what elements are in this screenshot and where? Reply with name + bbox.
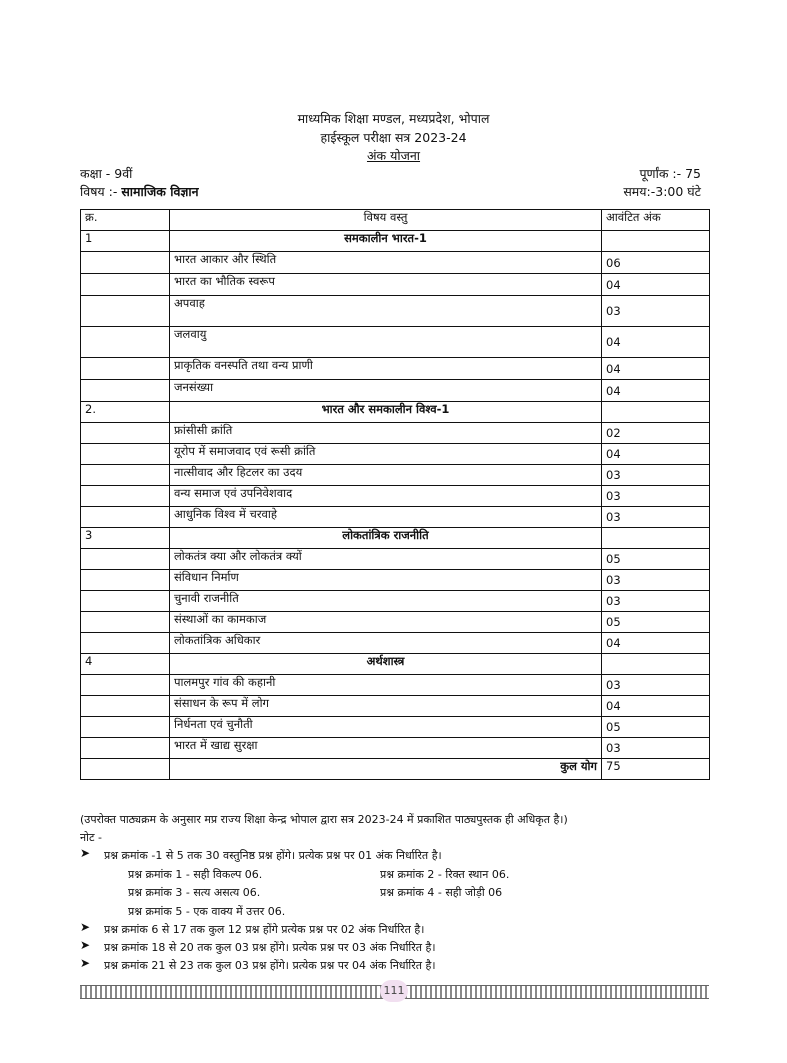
table-row — [81, 696, 710, 717]
arrowhead-bullet-icon: ➤ — [80, 956, 91, 970]
arrowhead-bullet-icon: ➤ — [80, 938, 91, 952]
unit-title-row — [81, 231, 710, 252]
sno-cell — [81, 675, 170, 696]
topic-cell: जनसंख्या — [170, 380, 602, 402]
marks-cell: 05 — [602, 612, 710, 633]
marks-cell: 04 — [602, 358, 710, 380]
table-row — [81, 486, 710, 507]
source-note: (उपरोक्त पाठ्यक्रम के अनुसार मप्र राज्य शिक्षा केन्द्र भोपाल द्वारा सत्र 2023-24 में प्रकाशित पाठ्यपुस्तक ही अधिकृत है।) — [80, 813, 568, 826]
table-row — [81, 465, 710, 486]
exam-session: हाईस्कूल परीक्षा सत्र 2023-24 — [320, 130, 467, 145]
sno-cell — [81, 591, 170, 612]
topic-cell: भारत का भौतिक स्वरूप — [170, 274, 602, 296]
subject-name: सामाजिक विज्ञान — [121, 184, 199, 199]
exam-time: समय:-3:00 घंटे — [623, 184, 701, 199]
topic-cell: नात्सीवाद और हिटलर का उदय — [170, 465, 602, 486]
table-row — [81, 738, 710, 759]
sno-cell — [81, 549, 170, 570]
sno-cell — [81, 274, 170, 296]
topic-cell: लोकतांत्रिक अधिकार — [170, 633, 602, 654]
sno-cell — [81, 252, 170, 274]
note-label: नोट - — [80, 831, 102, 844]
topic-cell: लोकतंत्र क्या और लोकतंत्र क्यों — [170, 549, 602, 570]
topic-cell: संस्थाओं का कामकाज — [170, 612, 602, 633]
doc-title-text: अंक योजना — [366, 148, 421, 163]
col-header-content: विषय वस्तु — [170, 210, 602, 231]
marks-cell: 02 — [602, 423, 710, 444]
col-header-marks: आवंटित अंक — [602, 210, 710, 231]
topic-cell: चुनावी राजनीति — [170, 591, 602, 612]
sno-cell — [81, 738, 170, 759]
table-row — [81, 633, 710, 654]
marks-cell: 03 — [602, 296, 710, 327]
table-row — [81, 549, 710, 570]
note-q5: प्रश्न क्रमांक 5 - एक वाक्य में उत्तर 06. — [128, 905, 286, 918]
topic-cell: भारत आकार और स्थिति — [170, 252, 602, 274]
unit-title: समकालीन भारत-1 — [170, 231, 602, 252]
topic-cell: संसाधन के रूप में लोग — [170, 696, 602, 717]
topic-cell: भारत में खाद्य सुरक्षा — [170, 738, 602, 759]
sno-cell — [81, 358, 170, 380]
unit-title: भारत और समकालीन विश्व-1 — [170, 402, 602, 423]
marks-cell: 04 — [602, 696, 710, 717]
total-label: कुल योग — [170, 759, 602, 780]
topic-cell: आधुनिक विश्व में चरवाहे — [170, 507, 602, 528]
table-row — [81, 507, 710, 528]
sno-cell — [81, 612, 170, 633]
marks-cell: 03 — [602, 465, 710, 486]
note-q1-5: प्रश्न क्रमांक -1 से 5 तक 30 वस्तुनिष्ठ प्रश्न होंगे। प्रत्येक प्रश्न पर 01 अंक निर्धारित है। — [104, 849, 442, 862]
marks-cell: 05 — [602, 549, 710, 570]
table-row — [81, 296, 710, 327]
table-row — [81, 274, 710, 296]
sno-cell — [81, 444, 170, 465]
arrowhead-bullet-icon: ➤ — [80, 846, 91, 860]
table-row — [81, 444, 710, 465]
unit-title: अर्थशास्त्र — [170, 654, 602, 675]
unit-title: लोकतांत्रिक राजनीति — [170, 528, 602, 549]
sno-cell — [81, 486, 170, 507]
doc-title — [0, 147, 787, 164]
unit-number: 4 — [81, 654, 170, 675]
topic-cell: यूरोप में समाजवाद एवं रूसी क्रांति — [170, 444, 602, 465]
note-q1: प्रश्न क्रमांक 1 - सही विकल्प 06. — [128, 868, 263, 881]
marks-cell: 03 — [602, 570, 710, 591]
marks-cell: 04 — [602, 633, 710, 654]
table-row — [81, 380, 710, 402]
note-q4: प्रश्न क्रमांक 4 - सही जोड़ी 06 — [380, 886, 503, 899]
subject-label: विषय :- — [80, 184, 122, 199]
note-q21-23: प्रश्न क्रमांक 21 से 23 तक कुल 03 प्रश्न होंगे। प्रत्येक प्रश्न पर 04 अंक निर्धारित है। — [104, 959, 436, 972]
sno-cell — [81, 717, 170, 738]
topic-cell: जलवायु — [170, 327, 602, 358]
marks-cell: 04 — [602, 327, 710, 358]
page-number: 111 — [380, 980, 408, 1002]
col-header-sno: क्र. — [81, 210, 170, 231]
marks-cell: 03 — [602, 591, 710, 612]
unit-title-row — [81, 528, 710, 549]
topic-cell: वन्य समाज एवं उपनिवेशवाद — [170, 486, 602, 507]
marks-cell: 04 — [602, 274, 710, 296]
note-q2: प्रश्न क्रमांक 2 - रिक्त स्थान 06. — [380, 868, 510, 881]
table-row — [81, 358, 710, 380]
topic-cell: पालमपुर गांव की कहानी — [170, 675, 602, 696]
marks-cell: 03 — [602, 486, 710, 507]
sno-cell — [81, 423, 170, 444]
marks-cell: 03 — [602, 675, 710, 696]
subject-line — [80, 183, 199, 200]
table-row — [81, 423, 710, 444]
unit-marks-blank — [602, 402, 710, 423]
marks-cell: 03 — [602, 738, 710, 759]
topic-cell: प्राकृतिक वनस्पति तथा वन्य प्राणी — [170, 358, 602, 380]
sno-cell — [81, 296, 170, 327]
topic-cell: अपवाह — [170, 296, 602, 327]
marks-cell: 04 — [602, 380, 710, 402]
note-q6-17: प्रश्न क्रमांक 6 से 17 तक कुल 12 प्रश्न होंगे प्रत्येक प्रश्न पर 02 अंक निर्धारित है। — [104, 923, 425, 936]
table-row — [81, 717, 710, 738]
sno-cell — [81, 696, 170, 717]
topic-cell: निर्धनता एवं चुनौती — [170, 717, 602, 738]
unit-number: 2. — [81, 402, 170, 423]
full-marks: पूर्णांक :- 75 — [639, 166, 701, 181]
marks-cell: 06 — [602, 252, 710, 274]
marks-scheme-table — [80, 209, 710, 780]
total-value: 75 — [602, 759, 710, 780]
unit-title-row — [81, 402, 710, 423]
sno-cell — [81, 633, 170, 654]
table-body — [81, 231, 710, 780]
sno-cell — [81, 327, 170, 358]
sno-cell — [81, 507, 170, 528]
unit-marks-blank — [602, 654, 710, 675]
total-row — [81, 759, 710, 780]
total-blank — [81, 759, 170, 780]
unit-number: 3 — [81, 528, 170, 549]
unit-marks-blank — [602, 528, 710, 549]
sno-cell — [81, 570, 170, 591]
table-header-row — [81, 210, 710, 231]
marks-cell: 04 — [602, 444, 710, 465]
unit-number: 1 — [81, 231, 170, 252]
topic-cell: संविधान निर्माण — [170, 570, 602, 591]
table-row — [81, 327, 710, 358]
board-name: माध्यमिक शिक्षा मण्डल, मध्यप्रदेश, भोपाल — [297, 111, 490, 126]
note-q18-20: प्रश्न क्रमांक 18 से 20 तक कुल 03 प्रश्न होंगे। प्रत्येक प्रश्न पर 03 अंक निर्धारित है। — [104, 941, 436, 954]
note-q3: प्रश्न क्रमांक 3 - सत्य असत्य 06. — [128, 886, 261, 899]
marks-cell: 03 — [602, 507, 710, 528]
unit-title-row — [81, 654, 710, 675]
topic-cell: फ्रांसीसी क्रांति — [170, 423, 602, 444]
table-row — [81, 252, 710, 274]
marks-cell: 05 — [602, 717, 710, 738]
sno-cell — [81, 465, 170, 486]
arrowhead-bullet-icon: ➤ — [80, 920, 91, 934]
class-label: कक्षा - 9वीं — [80, 166, 133, 181]
table-row — [81, 591, 710, 612]
sno-cell — [81, 380, 170, 402]
table-row — [81, 570, 710, 591]
unit-marks-blank — [602, 231, 710, 252]
table-row — [81, 675, 710, 696]
table-row — [81, 612, 710, 633]
